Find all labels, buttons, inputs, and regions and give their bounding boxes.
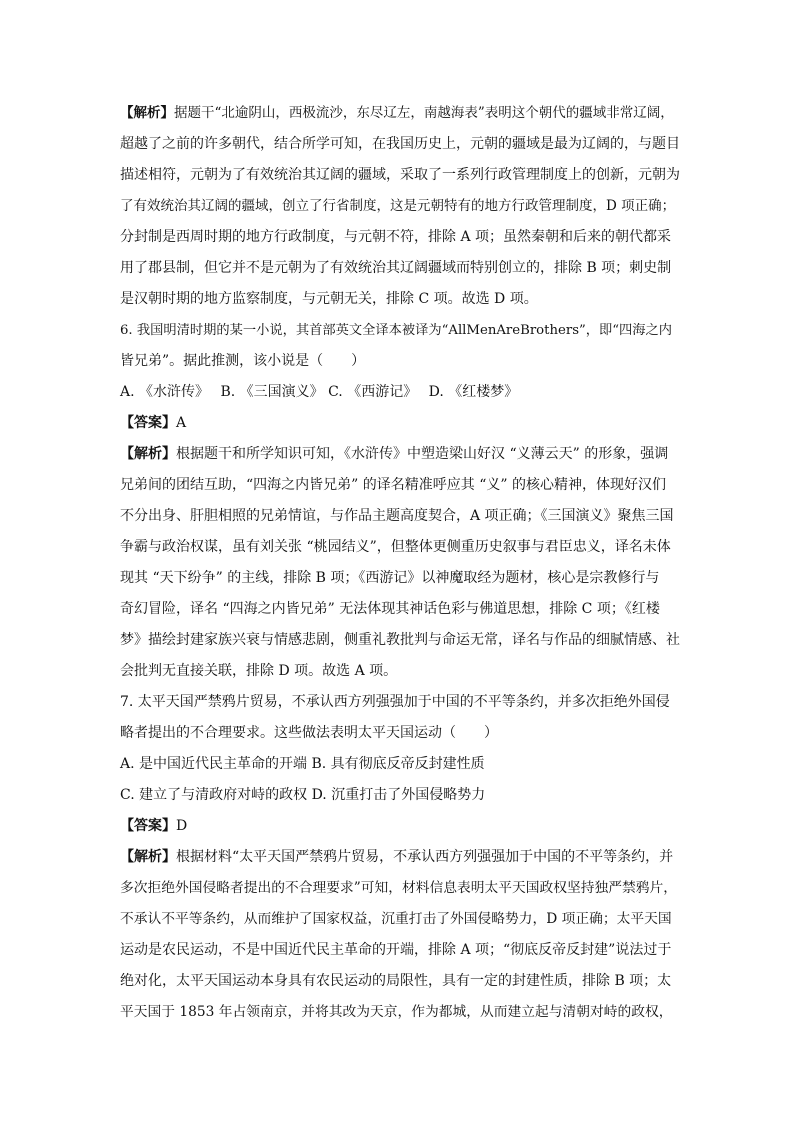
text-line: 6. 我国明清时期的某一小说，其首部英文全译本被译为“AllMenAreBrothers”，即“四海之内 <box>120 323 673 338</box>
text-line: 会批判无直接关联，排除 D 项。故选 A 项。 <box>120 663 398 679</box>
text-line: 是汉朝时期的地方监察制度，与元朝无关，排除 C 项。故选 D 项。 <box>120 291 538 307</box>
text-line: 分封制是西周时期的地方行政制度，与元朝不符，排除 A 项；虽然秦朝和后来的朝代都采 <box>120 229 672 245</box>
q7-answer <box>120 811 680 842</box>
text-line: 运动是农民运动，不是中国近代民主革命的开端，排除 A 项；“彻底反帝反封建”说法过于 <box>120 942 672 958</box>
section-tag: 【解析】 <box>120 105 174 121</box>
text-line: 【解析】根据材料“太平天国严禁鸦片贸易，不承认西方列强强加于中国的不平等条约，并 <box>120 849 674 865</box>
q7-options <box>120 749 680 811</box>
q6-stem <box>120 315 680 377</box>
q5-explanation <box>120 98 680 315</box>
text-line: 用了郡县制，但它并不是元朝为了有效统治其辽阔疆域而特别创立的，排除 B 项；刺史制 <box>120 260 672 276</box>
section-tag: 【答案】 <box>120 818 176 834</box>
text-line: 梦》描绘封建家族兴衰与情感悲剧，侧重礼教批判与命运无常，译名与作品的细腻情感、社 <box>120 632 680 648</box>
q6-explanation <box>120 439 680 687</box>
text-line: 现其 “天下纷争” 的主线，排除 B 项；《西游记》以神魔取经为题材，核心是宗教修行与 <box>120 570 660 586</box>
text-line: 绝对化，太平天国运动本身具有农民运动的局限性，具有一定的封建性质，排除 B 项；太 <box>120 973 672 989</box>
section-tag: 【解析】 <box>120 446 176 462</box>
q7-stem <box>120 687 680 749</box>
text-line: 奇幻冒险，译名 “四海之内皆兄弟” 无法体现其神话色彩与佛道思想，排除 C 项；《红楼 <box>120 601 660 617</box>
text-line: 平天国于 1853 年占领南京，并将其改为天京，作为都城，从而建立起与清朝对峙的政权， <box>120 1004 673 1020</box>
text-line: 【解析】根据题干和所学知识可知，《水浒传》中塑造梁山好汉 “义薄云天” 的形象，强调 <box>120 446 669 462</box>
section-tag: 【解析】 <box>120 849 176 865</box>
answer-line: 【答案】D <box>120 818 188 834</box>
q6-answer <box>120 408 680 439</box>
text-line: 了有效统治其辽阔的疆域，创立了行省制度，这是元朝特有的地方行政管理制度，D 项正确； <box>120 198 676 214</box>
document-content <box>120 98 680 1028</box>
text-line: 皆兄弟”。据此推测，该小说是（ ） <box>120 353 366 369</box>
text-line: 【解析】据题干“北逾阴山，西极流沙，东尽辽左，南越海表”表明这个朝代的疆域非常辽阔， <box>120 105 674 121</box>
text-line: 7. 太平天国严禁鸦片贸易，不承认西方列强强加于中国的不平等条约，并多次拒绝外国侵 <box>120 694 670 710</box>
options-line: A. 《水浒传》 B. 《三国演义》 C. 《西游记》 D. 《红楼梦》 <box>120 384 519 400</box>
text-line: 多次拒绝外国侵略者提出的不合理要求”可知，材料信息表明太平天国政权坚持独严禁鸦片， <box>120 880 678 896</box>
text-line: 不承认不平等条约，从而维护了国家权益，沉重打击了外国侵略势力，D 项正确；太平天国 <box>120 911 672 927</box>
options-line: C. 建立了与清政府对峙的政权 D. 沉重打击了外国侵略势力 <box>120 787 486 803</box>
text-line: 略者提出的不合理要求。这些做法表明太平天国运动（ ） <box>120 725 498 741</box>
q6-options <box>120 377 680 408</box>
text-line: 超越了之前的许多朝代，结合所学可知，在我国历史上，元朝的疆域是最为辽阔的，与题目 <box>120 136 680 152</box>
options-line: A. 是中国近代民主革命的开端 B. 具有彻底反帝反封建性质 <box>120 756 485 772</box>
text-line: 争霸与政治权谋，虽有刘关张 “桃园结义”，但整体更侧重历史叙事与君臣忠义，译名未体 <box>120 539 671 555</box>
text-line: 描述相符，元朝为了有效统治其辽阔的疆域，采取了一系列行政管理制度上的创新，元朝为 <box>120 167 680 183</box>
answer-line: 【答案】A <box>120 415 187 431</box>
text-line: 不分出身、肝胆相照的兄弟情谊，与作品主题高度契合，A 项正确；《三国演义》聚焦三国 <box>120 508 674 524</box>
text-line: 兄弟间的团结互助，“四海之内皆兄弟” 的译名精准呼应其 “义” 的核心精神，体现好汉们 <box>120 477 666 493</box>
q7-explanation <box>120 842 680 1028</box>
section-tag: 【答案】 <box>120 415 176 431</box>
